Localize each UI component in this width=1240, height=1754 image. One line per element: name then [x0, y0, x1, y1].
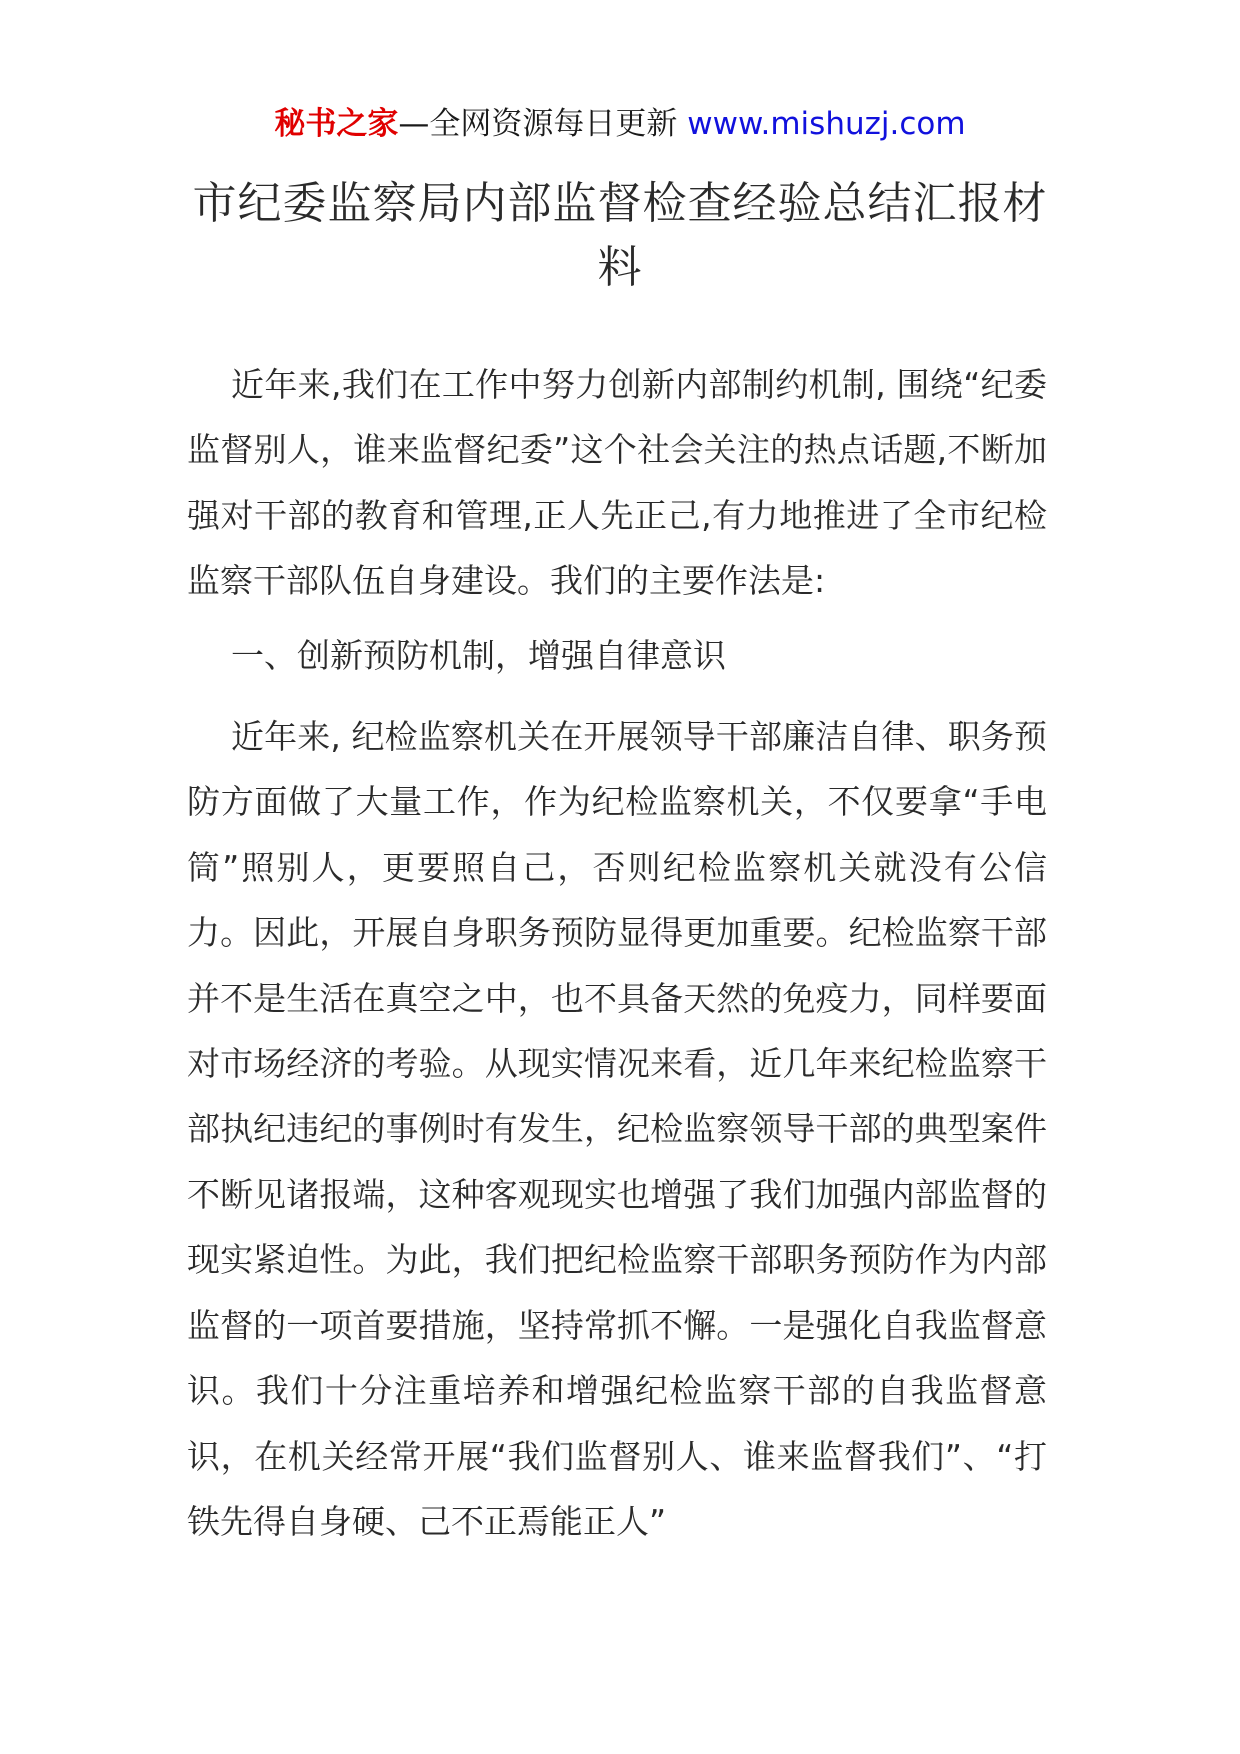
- intro-paragraph: 近年来,我们在工作中努力创新内部制约机制, 围绕“纪委监督别人，谁来监督纪委”这个社会关注的热点话题,不断加强对干部的教育和管理,正人先正己,有力地推进了全市纪检监察干部队伍自身建设。我们的主要作法是:: [187, 365, 1047, 601]
- brand-name: 秘书之家: [274, 106, 399, 142]
- section-heading: 一、创新预防机制，增强自律意识: [231, 635, 726, 675]
- body-paragraph: 近年来, 纪检监察机关在开展领导干部廉洁自律、职务预防方面做了大量工作，作为纪检监察机关，不仅要拿“手电筒”照别人，更要照自己，否则纪检监察机关就没有公信力。因此，开展自身职务预防显得更加重要。纪检监察干部并不是生活在真空之中，也不具备天然的免疫力，同样要面对市场经济的考验。从现实情况来看，近几年来纪检监察干部执纪违纪的事例时有发生，纪检监察领导干部的典型案件不断见诸报端，这种客观现实也增强了我们加强内部监督的现实紧迫性。为此，我们把纪检监察干部职务预防作为内部监督的一项首要措施，坚持常抓不懈。一是强化自我监督意识。我们十分注重培养和增强纪检监察干部的自我监督意识，在机关经常开展“我们监督别人、谁来监督我们”、“打铁先得自身硬、己不正焉能正人”: [187, 717, 1047, 1541]
- header-tagline: —全网资源每日更新: [398, 106, 688, 142]
- site-header: [0, 104, 1240, 144]
- document-title: 市纪委监察局内部监督检查经验总结汇报材料: [192, 178, 1048, 293]
- document-body: [187, 352, 1047, 1563]
- site-url-link[interactable]: www.mishuzj.com: [687, 106, 966, 142]
